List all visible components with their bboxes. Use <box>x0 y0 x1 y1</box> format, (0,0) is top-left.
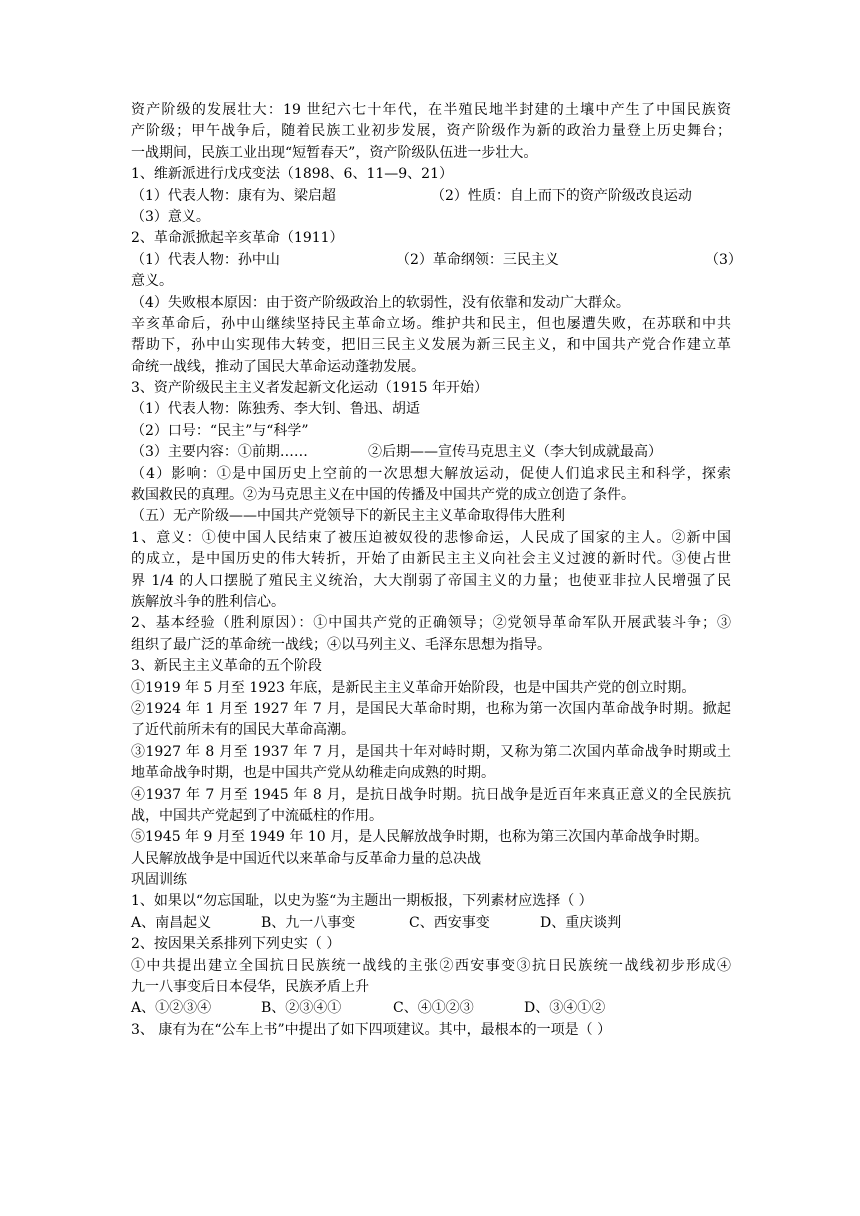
section-heading: （五）无产阶级——中国共产党领导下的新民主主义革命取得伟大胜利 <box>131 508 565 525</box>
option-c: C、西安事变 <box>409 914 490 931</box>
text-line: 2、基本经验（胜利原因）：①中国共产党的正确领导；②党领导革命军队开展武装斗争；③ <box>131 615 731 632</box>
item-representatives: （1）代表人物：孙中山 <box>131 251 280 268</box>
option-b: B、②③④① <box>261 1000 342 1017</box>
option-a: A、南昌起义 <box>131 914 212 931</box>
item-representatives: （1）代表人物：康有为、梁启超 <box>131 187 336 204</box>
text-line: ③1927 年 8 月至 1937 年 7 月，是国共十年对峙时期，又称为第二次国内革命战争时期或土 <box>131 743 731 760</box>
option-d: D、③④①② <box>524 1000 606 1017</box>
text-line: 了近代前所未有的国民大革命高潮。 <box>131 722 355 739</box>
text-line: ①1919 年 5 月至 1923 年底，是新民主主义革命开始阶段，也是中国共产党的创立时期。 <box>131 679 696 696</box>
text-line: 意义。 <box>131 273 173 290</box>
text-line: 族解放斗争的胜利信心。 <box>131 593 285 610</box>
text-line: 辛亥革命后，孙中山继续坚持民主革命立场。维护共和民主，但也屡遭失败，在苏联和中共 <box>131 315 731 332</box>
item-content-late: ②后期——宣传马克思主义（李大钊成就最高） <box>368 444 662 461</box>
text-line: ②1924 年 1 月至 1927 年 7 月，是国民大革命时期，也称为第一次国内革命战争时期。掀起 <box>131 700 731 717</box>
item-nature: （2）性质：自上而下的资产阶级改良运动 <box>431 187 692 204</box>
text-line: ⑤1945 年 9 月至 1949 年 10 月，是人民解放战争时期，也称为第三次国内革命战争时期。 <box>131 829 709 846</box>
option-a: A、①②③④ <box>131 1000 212 1017</box>
text-line: ①中共提出建立全国抗日民族统一战线的主张②西安事变③抗日民族统一战线初步形成④ <box>131 957 731 974</box>
text-line: 帮助下，孙中山实现伟大转变，把旧三民主义发展为新三民主义，和中国共产党合作建立革 <box>131 337 731 354</box>
question-3: 3、 康有为在“公车上书”中提出了如下四项建议。其中，最根本的一项是（ ） <box>131 1021 612 1038</box>
text-line: 一战期间，民族工业出现“短暂春天”，资产阶级队伍进一步壮大。 <box>131 144 538 161</box>
option-c: C、④①②③ <box>393 1000 474 1017</box>
text-line <box>131 186 731 207</box>
text-line: （3）意义。 <box>131 208 210 225</box>
document-body <box>131 100 742 1041</box>
text-line: 地革命战争时期，也是中国共产党从幼稚走向成熟的时期。 <box>131 765 495 782</box>
text-line: 救国救民的真理。②为马克思主义在中国的传播及中国共产党的成立创造了条件。 <box>131 487 635 504</box>
text-line: 九一八事变后日本侵华，民族矛盾上升 <box>131 979 369 996</box>
text-line: （4）失败根本原因：由于资产阶级政治上的软弱性，没有依靠和发动广大群众。 <box>131 294 630 311</box>
section-heading: 1、维新派进行戊戌变法（1898、6、11—9、21） <box>131 166 453 183</box>
question-1-options <box>131 913 731 934</box>
text-line: 资产阶级的发展壮大：19 世纪六七十年代，在半殖民地半封建的土壤中产生了中国民族资 <box>131 102 731 118</box>
text-line: 组织了最广泛的革命统一战线；④以马列主义、毛泽东思想为指导。 <box>131 636 551 653</box>
option-d: D、重庆谈判 <box>540 914 622 931</box>
text-line: 1、意义：①使中国人民结束了被压迫被奴役的悲惨命运，人民成了国家的主人。②新中国 <box>131 529 731 546</box>
text-line <box>131 250 742 271</box>
section-heading: 3、资产阶级民主主义者发起新文化运动（1915 年开始） <box>131 380 488 397</box>
text-line: 的成立，是中国历史的伟大转折，开始了由新民主主义向社会主义过渡的新时代。③使占世 <box>131 551 731 568</box>
text-line: 产阶级；甲午战争后，随着民族工业初步发展，资产阶级作为新的政治力量登上历史舞台； <box>131 123 731 140</box>
text-line: （2）口号：“民主”与“科学” <box>131 422 309 439</box>
text-line <box>131 442 731 463</box>
text-line: 界 1/4 的人口摆脱了殖民主义统治，大大削弱了帝国主义的力量；也使亚非拉人民增强了民 <box>131 572 731 589</box>
text-line: 战，中国共产党起到了中流砥柱的作用。 <box>131 807 383 824</box>
text-line: （4）影响：①是中国历史上空前的一次思想大解放运动，促使人们追求民主和科学，探索 <box>131 465 731 482</box>
item-meaning: （3） <box>705 251 742 268</box>
item-content-early: （3）主要内容：①前期…… <box>131 444 308 461</box>
question-1: 1、如果以“勿忘国耻，以史为鉴“为主题出一期板报，下列素材应选择（ ） <box>131 893 593 910</box>
text-line: 人民解放战争是中国近代以来革命与反革命力量的总决战 <box>131 850 481 867</box>
section-heading: 3、新民主主义革命的五个阶段 <box>131 658 322 675</box>
text-line: 命统一战线，推动了国民大革命运动蓬勃发展。 <box>131 358 425 375</box>
text-line: （1）代表人物：陈独秀、李大钊、鲁迅、胡适 <box>131 401 420 418</box>
section-heading: 2、革命派掀起辛亥革命（1911） <box>131 230 344 247</box>
section-heading: 巩固训练 <box>131 872 187 889</box>
item-program: （2）革命纲领：三民主义 <box>396 251 559 268</box>
text-line: ④1937 年 7 月至 1945 年 8 月，是抗日战争时期。抗日战争是近百年来真正意义的全民族抗 <box>131 786 731 803</box>
question-2: 2、按因果关系排列下列史实（ ） <box>131 936 341 953</box>
question-2-options <box>131 998 731 1019</box>
option-b: B、九一八事变 <box>261 914 356 931</box>
